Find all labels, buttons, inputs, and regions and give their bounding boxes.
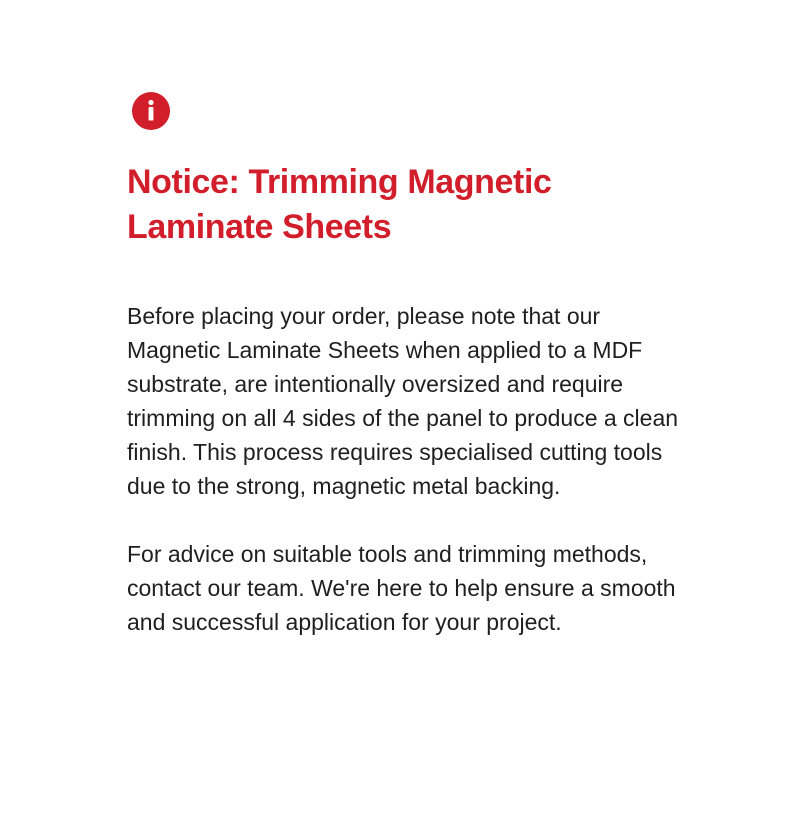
- notice-body: [127, 299, 687, 639]
- notice-paragraph-ordering: Before placing your order, please note that our Magnetic Laminate Sheets when applied to a MDF substrate, are intentionally oversized and require trimming on all 4 sides of the panel to produce a clean finish. This process requires specialised cutting tools due to the strong, magnetic metal backing.: [127, 303, 679, 499]
- info-icon: [132, 92, 170, 130]
- notice-title: Notice: Trimming Magnetic Laminate Sheets: [127, 163, 552, 246]
- notice-paragraph-advice: For advice on suitable tools and trimming methods, contact our team. We're here to help ensure a smooth and successful application for your project.: [127, 541, 676, 635]
- info-icon-glyph: [132, 92, 170, 130]
- notice-panel: [127, 92, 687, 639]
